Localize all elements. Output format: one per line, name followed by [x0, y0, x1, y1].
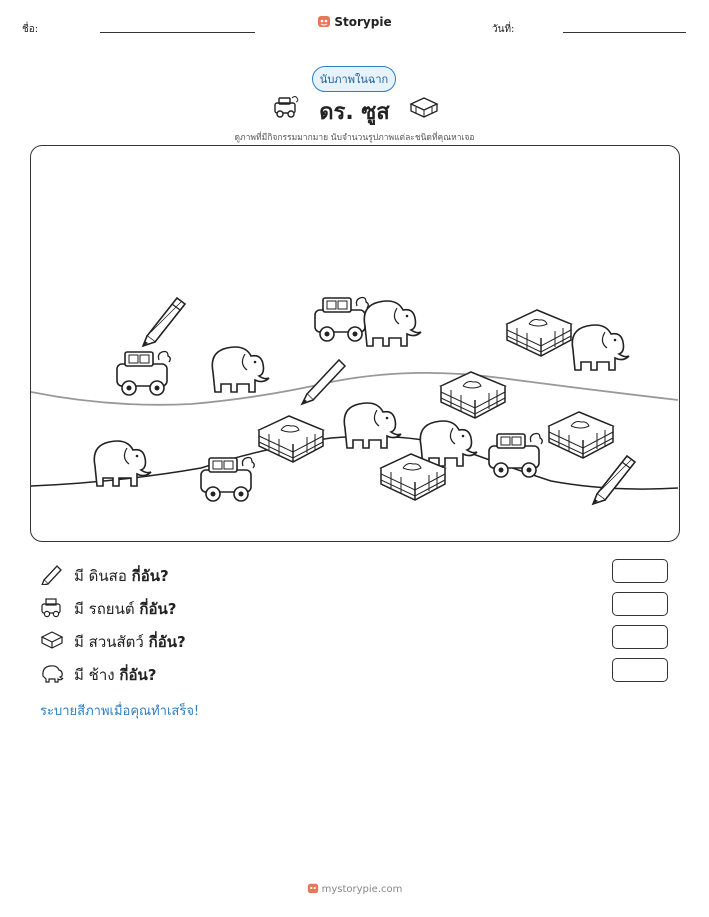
pencil-1: [143, 298, 185, 346]
scene-illustration: [31, 146, 678, 540]
elephant-icon: [40, 662, 64, 684]
question-item: ช้าง: [88, 666, 115, 684]
pencil-3: [593, 456, 635, 504]
question-prefix: มี: [74, 567, 84, 585]
date-label: วันที่:: [492, 24, 515, 35]
zoo-enclosure-icon: [40, 629, 64, 651]
car-icon: [40, 596, 64, 618]
elephant-2: [364, 301, 421, 346]
elephant-5: [344, 403, 401, 448]
question-elephant: [40, 660, 680, 686]
question-suffix: กี่อัน?: [139, 600, 177, 618]
elephant-6: [420, 421, 477, 466]
instructions: ดูภาพที่มีกิจกรรมมากมาย นับจำนวนรูปภาพแต่ละชนิดที่คุณหาเจอ: [234, 133, 475, 143]
question-item: ดินสอ: [88, 567, 127, 585]
question-item: สวนสัตว์: [88, 633, 144, 651]
category-pill: นับภาพในฉาก: [312, 66, 396, 92]
answer-box-car[interactable]: [612, 592, 668, 616]
car-1: [117, 352, 170, 396]
zoo-3: [259, 416, 323, 462]
footer-site[interactable]: mystorypie.com: [321, 884, 403, 895]
question-zoo: [40, 627, 680, 653]
page-title: ดร. ซูส: [319, 100, 390, 125]
storypie-logo-icon: [307, 882, 319, 894]
search-scene: [30, 145, 680, 542]
answer-box-zoo[interactable]: [612, 625, 668, 649]
question-suffix: กี่อัน?: [131, 567, 169, 585]
question-item: รถยนต์: [88, 600, 135, 618]
answer-box-elephant[interactable]: [612, 658, 668, 682]
footer: [0, 882, 709, 895]
pencil-2: [302, 360, 345, 404]
elephant-1: [212, 347, 269, 392]
question-suffix: กี่อัน?: [119, 666, 157, 684]
zoo-4: [549, 412, 613, 458]
question-pencil: [40, 561, 680, 587]
question-prefix: มี: [74, 633, 84, 651]
zoo-enclosure-icon: [408, 95, 440, 121]
pencil-icon: [40, 563, 64, 585]
car-4: [489, 434, 542, 478]
question-prefix: มี: [74, 666, 84, 684]
answer-box-pencil[interactable]: [612, 559, 668, 583]
storypie-logo-icon: [317, 14, 331, 28]
coloring-note: ระบายสีภาพเมื่อคุณทำเสร็จ!: [40, 704, 200, 719]
date-line[interactable]: [563, 32, 686, 33]
zoo-2: [441, 372, 505, 418]
brand-logo: [0, 14, 709, 29]
zoo-1: [507, 310, 571, 356]
name-label: ชื่อ:: [22, 24, 39, 35]
zoo-5: [381, 454, 445, 500]
question-prefix: มี: [74, 600, 84, 618]
car-2: [315, 298, 368, 342]
elephant-3: [572, 325, 629, 370]
brand-name: Storypie: [334, 15, 392, 29]
question-suffix: กี่อัน?: [148, 633, 186, 651]
car-3: [201, 458, 254, 502]
name-line[interactable]: [100, 32, 255, 33]
question-car: [40, 594, 680, 620]
